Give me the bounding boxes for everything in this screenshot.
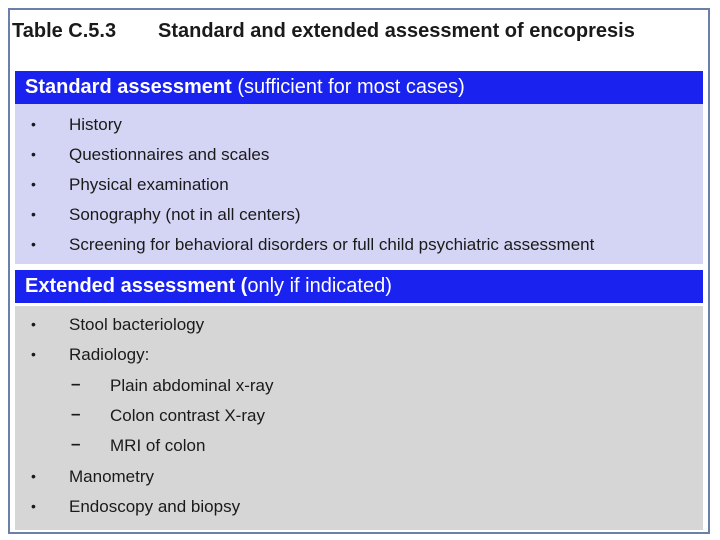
list-item: Sonography (not in all centers)	[69, 205, 301, 224]
list-item: Radiology:	[69, 345, 150, 364]
list-item: Physical examination	[69, 175, 229, 194]
list-item: Screening for behavioral disorders or full child psychiatric assessment	[69, 235, 595, 254]
list-item: Questionnaires and scales	[69, 145, 270, 164]
extended-heading-bold: Extended assessment (	[25, 275, 248, 297]
bullet-icon: •	[31, 146, 36, 162]
sub-list-item: MRI of colon	[110, 436, 206, 455]
table-number: Table C.5.3	[12, 20, 117, 42]
list-item: History	[69, 115, 122, 134]
bullet-icon: •	[31, 346, 36, 362]
extended-assessment-list	[15, 306, 703, 530]
list-item: Stool bacteriology	[69, 315, 205, 334]
bullet-icon: •	[31, 236, 36, 252]
standard-assessment-list	[15, 104, 703, 264]
extended-assessment-header	[15, 270, 703, 303]
dash-icon: –	[71, 404, 81, 423]
list-item: Endoscopy and biopsy	[69, 497, 241, 516]
bullet-icon: •	[31, 316, 36, 332]
bullet-icon: •	[31, 116, 36, 132]
table-title	[12, 20, 635, 43]
table-title-text: Standard and extended assessment of encopresis	[158, 20, 635, 42]
bullet-icon: •	[31, 468, 36, 484]
dash-icon: –	[71, 374, 81, 393]
sub-list-item: Plain abdominal x-ray	[110, 376, 274, 395]
sub-list-item: Colon contrast X-ray	[110, 406, 265, 425]
list-item: Manometry	[69, 467, 155, 486]
bullet-icon: •	[31, 498, 36, 514]
dash-icon: –	[71, 434, 81, 453]
bullet-icon: •	[31, 176, 36, 192]
standard-heading-bold: Standard assessment	[25, 76, 232, 98]
bullet-icon: •	[31, 206, 36, 222]
extended-heading-note: only if indicated)	[247, 275, 392, 297]
standard-assessment-header	[15, 71, 703, 104]
standard-heading-note: (sufficient for most cases)	[231, 76, 465, 98]
